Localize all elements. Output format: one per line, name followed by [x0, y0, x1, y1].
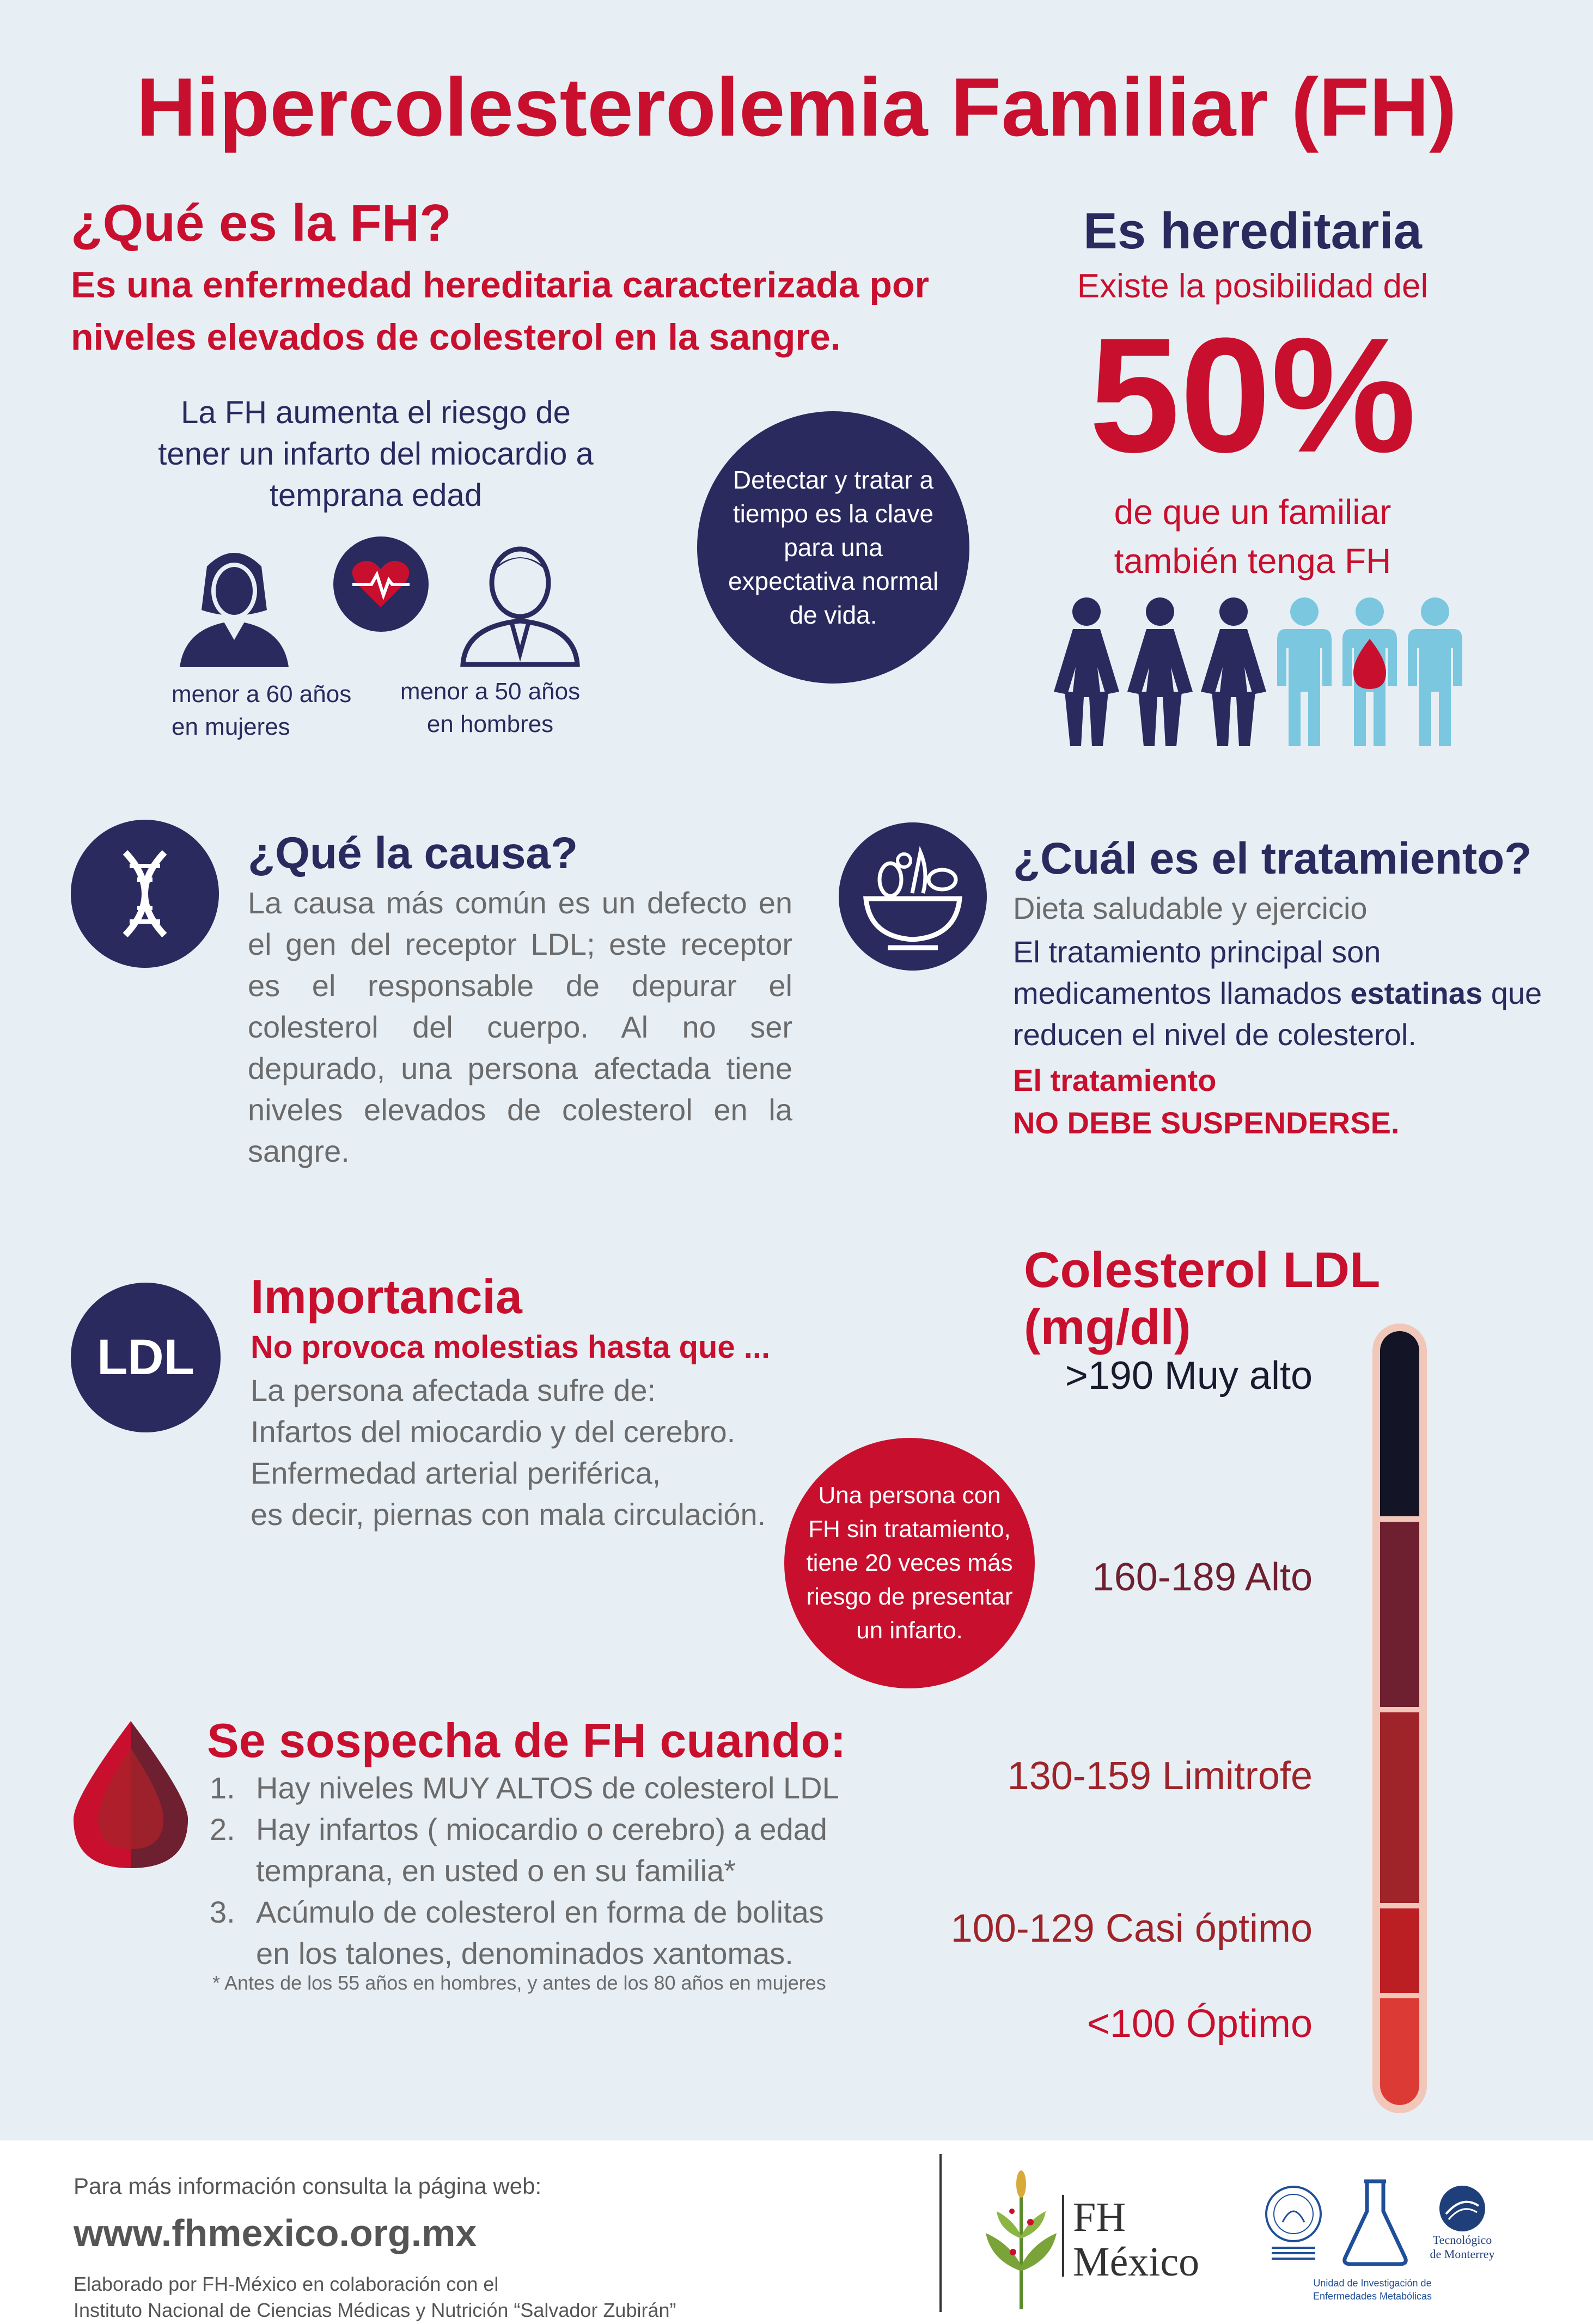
- ldl-segment-muy-alto: [1380, 1331, 1419, 1516]
- page-title: Hipercolesterolemia Familiar (FH): [136, 61, 1457, 154]
- institute-seal-icon: [1264, 2184, 1323, 2271]
- list-item: [207, 1809, 860, 1892]
- risk-20x-circle: Una persona con FH sin tratamiento, tiene 20 veces más riesgo de presentar un infarto.: [784, 1438, 1035, 1688]
- ldl-level-label: <100 Óptimo: [1087, 2002, 1313, 2046]
- woman-figure-icon: [1127, 597, 1193, 746]
- women-label: en mujeres: [172, 713, 290, 740]
- logo-divider: [1062, 2195, 1064, 2277]
- ldl-badge-label: LDL: [97, 1329, 194, 1385]
- ldl-segment-optimo: [1380, 1998, 1419, 2105]
- warning-line-1: El tratamiento: [1013, 1063, 1217, 1097]
- tec-line-2: de Monterrey: [1430, 2247, 1495, 2261]
- fh-mexico-plant-icon: [980, 2162, 1062, 2315]
- woman-figure-icon: [1054, 597, 1119, 746]
- list-item: [207, 1892, 860, 1974]
- hereditaria-sub: Existe la posibilidad del: [1077, 267, 1429, 305]
- fh-mexico-logo-text: [1073, 2195, 1199, 2284]
- tratamiento-warning: [1013, 1059, 1400, 1144]
- tratamiento-principal: [1013, 931, 1558, 1056]
- women-age: menor a 60 años: [172, 681, 352, 707]
- hereditaria-heading: Es hereditaria: [1083, 202, 1422, 259]
- woman-icon: [174, 545, 294, 667]
- importancia-line: Enfermedad arterial periférica,: [251, 1456, 661, 1490]
- salad-bowl-icon: [839, 822, 987, 971]
- causa-text: La causa más común es un defecto en el gen del receptor LDL; este receptor es el responsable de depurar el colesterol del cuerpo. Al no ser depurado, una persona afectada tiene niveles elevados de colesterol en la sangre.: [248, 886, 792, 1168]
- sospecha-list: [207, 1767, 860, 1974]
- tratamiento-dieta: Dieta saludable y ejercicio: [1013, 891, 1368, 925]
- men-age: menor a 50 años: [400, 678, 581, 705]
- man-icon: [457, 542, 583, 667]
- list-number: 1.: [210, 1771, 235, 1805]
- woman-figure-icon: [1201, 597, 1266, 746]
- importancia-heading: Importancia: [251, 1270, 522, 1323]
- ldl-level-label: 100-129 Casi óptimo: [950, 1907, 1313, 1950]
- tratamiento-text-a: El tratamiento principal son medicamentos llamados: [1013, 935, 1381, 1010]
- man-figure-icon: [1408, 597, 1462, 746]
- list-text: Hay niveles MUY ALTOS de colesterol LDL: [256, 1771, 839, 1805]
- que-es-heading: ¿Qué es la FH?: [71, 194, 451, 252]
- footer-info: Para más información consulta la página web:: [74, 2173, 542, 2199]
- ldl-segment-limitrofe: [1380, 1712, 1419, 1903]
- importancia-line: Infartos del miocardio y del cerebro.: [251, 1414, 736, 1449]
- hereditaria-text: [1008, 487, 1498, 585]
- logo-fh: FH: [1073, 2194, 1126, 2240]
- tec-caption: [1408, 2233, 1517, 2261]
- importancia-text: [251, 1370, 795, 1535]
- ldl-heading: Colesterol LDL (mg/dl): [1024, 1242, 1380, 1355]
- credit-line-2: Instituto Nacional de Ciencias Médicas y Nutrición “Salvador Zubirán”: [74, 2299, 676, 2321]
- ldl-segment-casi-optimo: [1380, 1908, 1419, 1993]
- tec-monterrey-logo-icon: [1438, 2184, 1487, 2233]
- ldl-level-label: 130-159 Limitrofe: [1007, 1754, 1313, 1798]
- importancia-line: La persona afectada sufre de:: [251, 1373, 656, 1407]
- footer-credit: [74, 2271, 676, 2323]
- list-item: [207, 1767, 860, 1809]
- heartbeat-icon: [333, 536, 429, 632]
- logo-mexico: México: [1073, 2239, 1200, 2285]
- ldl-level-label: 160-189 Alto: [1092, 1556, 1313, 1599]
- list-text: Acúmulo de colesterol en forma de bolitas en los talones, denominados xantomas.: [256, 1895, 824, 1971]
- credit-line-1: Elaborado por FH-México en colaboración con el: [74, 2273, 499, 2295]
- importancia-line: es decir, piernas con mala circulación.: [251, 1497, 766, 1532]
- tratamiento-text-c: que reducen el nivel de colesterol.: [1013, 976, 1542, 1052]
- detect-circle: Detectar y tratar a tiempo es la clave para una expectativa normal de vida.: [697, 411, 969, 684]
- tec-line-1: Tecnológico: [1432, 2233, 1492, 2247]
- blood-drop-large-icon: [68, 1716, 193, 1874]
- importancia-sub: No provoca molestias hasta que ...: [251, 1329, 771, 1365]
- unidad-caption: [1291, 2277, 1454, 2303]
- list-text: Hay infartos ( miocardio o cerebro) a edad temprana, en usted o en su familia*: [256, 1812, 827, 1888]
- flask-icon: [1337, 2176, 1413, 2268]
- hereditaria-percent: 50%: [1089, 303, 1417, 486]
- footer-url-link[interactable]: www.fhmexico.org.mx: [74, 2212, 477, 2254]
- risk-text: La FH aumenta el riesgo de tener un infarto del miocardio a temprana edad: [158, 395, 594, 513]
- estatinas-text: estatinas: [1350, 976, 1483, 1010]
- family-icons: [1046, 596, 1492, 746]
- que-es-text: Es una enfermedad hereditaria caracterizada por niveles elevados de colesterol en la sangre.: [71, 264, 929, 358]
- unidad-line-2: Enfermedades Metabólicas: [1313, 2291, 1432, 2302]
- sospecha-heading: Se sospecha de FH cuando:: [207, 1713, 846, 1767]
- tratamiento-heading: ¿Cuál es el tratamiento?: [1013, 834, 1532, 883]
- dna-badge: [71, 820, 219, 968]
- ldl-segment-alto: [1380, 1522, 1419, 1707]
- men-label: en hombres: [426, 711, 554, 737]
- warning-line-2: NO DEBE SUSPENDERSE.: [1013, 1106, 1400, 1140]
- men-caption: [398, 675, 583, 741]
- sospecha-note: * Antes de los 55 años en hombres, y antes de los 80 años en mujeres: [212, 1972, 826, 1994]
- man-figure-icon: [1277, 597, 1332, 746]
- heart-badge: [333, 536, 429, 632]
- list-number: 2.: [210, 1812, 235, 1846]
- ldl-badge: [71, 1283, 221, 1432]
- causa-heading: ¿Qué la causa?: [248, 828, 578, 878]
- hereditaria-text-1: de que un familiar: [1114, 492, 1391, 532]
- list-number: 3.: [210, 1895, 235, 1929]
- women-caption: [172, 678, 351, 743]
- footer-divider: [939, 2154, 942, 2312]
- ldl-level-label: >190 Muy alto: [1065, 1354, 1313, 1398]
- ldl-thermometer: [1372, 1323, 1427, 2113]
- hereditaria-text-2: también tenga FH: [1114, 541, 1391, 581]
- dna-icon: [71, 820, 219, 968]
- unidad-line-1: Unidad de Investigación de: [1313, 2278, 1432, 2289]
- food-badge: [839, 822, 987, 971]
